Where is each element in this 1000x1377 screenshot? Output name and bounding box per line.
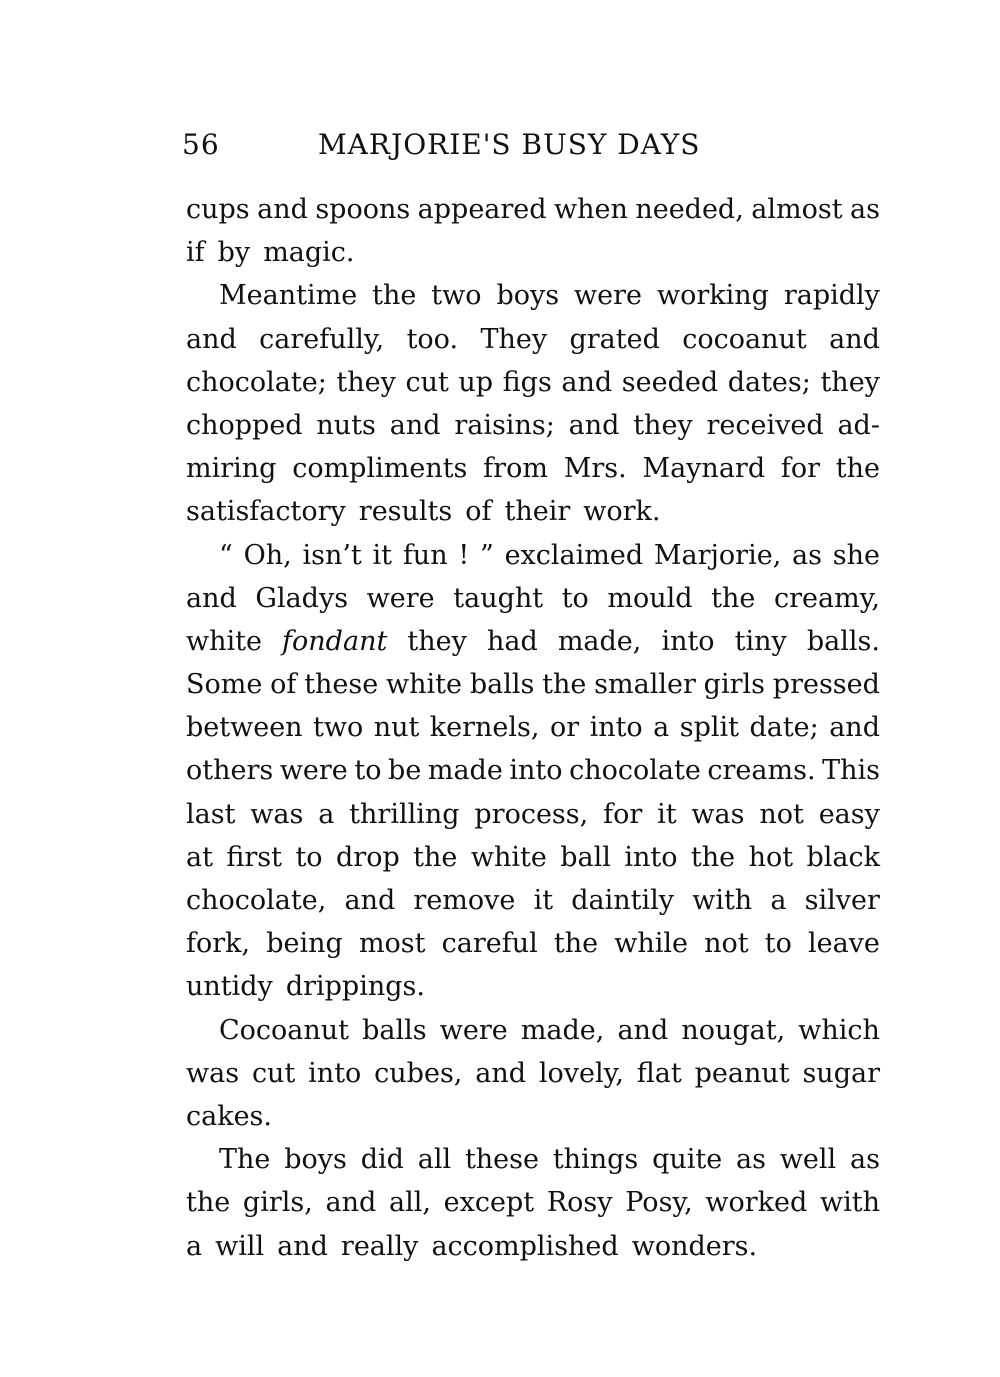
- paragraph: [186, 534, 880, 1009]
- text-line: at first to drop the white ball into the hot black: [186, 841, 880, 873]
- text-line: a will and really accomplished wonders.: [186, 1230, 758, 1262]
- text-line: others were to be made into chocolate creams. This: [186, 755, 880, 787]
- text-line: Cocoanut balls were made, and nougat, which: [219, 1014, 880, 1046]
- text-line: white fondant they had made, into tiny balls.: [186, 625, 880, 657]
- text-line: The boys did all these things quite as well as: [219, 1144, 880, 1176]
- text-line: Some of these white balls the smaller girls pressed: [186, 669, 880, 701]
- book-title: MARJORIE'S BUSY DAYS: [318, 128, 701, 161]
- text-line: between two nut kernels, or into a split date; and: [186, 712, 880, 744]
- text-line: if by magic.: [186, 237, 355, 269]
- text-line: last was a thrilling process, for it was not easy: [186, 798, 880, 830]
- text-line: chocolate, and remove it daintily with a silver: [186, 885, 880, 916]
- paragraph: [186, 188, 880, 274]
- book-page: [182, 0, 880, 1377]
- body-text: [186, 188, 880, 1268]
- text-line: chopped nuts and raisins; and they received ad-: [186, 409, 880, 441]
- paragraph: [186, 1009, 880, 1139]
- text-line: the girls, and all, except Rosy Posy, worked with: [186, 1187, 880, 1219]
- running-head: [182, 128, 880, 168]
- text-line: Meantime the two boys were working rapidly: [219, 280, 880, 312]
- page-number: 56: [182, 128, 220, 161]
- text-line: and carefully, too. They grated cocoanut and: [186, 323, 880, 355]
- text-line: and Gladys were taught to mould the creamy,: [186, 582, 880, 614]
- paragraph: [186, 274, 880, 533]
- text-line: “ Oh, isn’t it fun ! ” exclaimed Marjorie, as she: [219, 539, 880, 571]
- text-line: untidy drippings.: [186, 971, 425, 1003]
- text-line: satisfactory results of their work.: [186, 496, 661, 528]
- text-line: chocolate; they cut up figs and seeded dates; they: [186, 366, 880, 398]
- text-line: cups and spoons appeared when needed, almost as: [186, 194, 880, 225]
- text-line: miring compliments from Mrs. Maynard for the: [186, 453, 880, 485]
- text-line: was cut into cubes, and lovely, flat peanut sugar: [186, 1057, 880, 1089]
- text-line: cakes.: [186, 1100, 272, 1132]
- text-line: fork, being most careful the while not to leave: [186, 928, 880, 960]
- paragraph: [186, 1138, 880, 1268]
